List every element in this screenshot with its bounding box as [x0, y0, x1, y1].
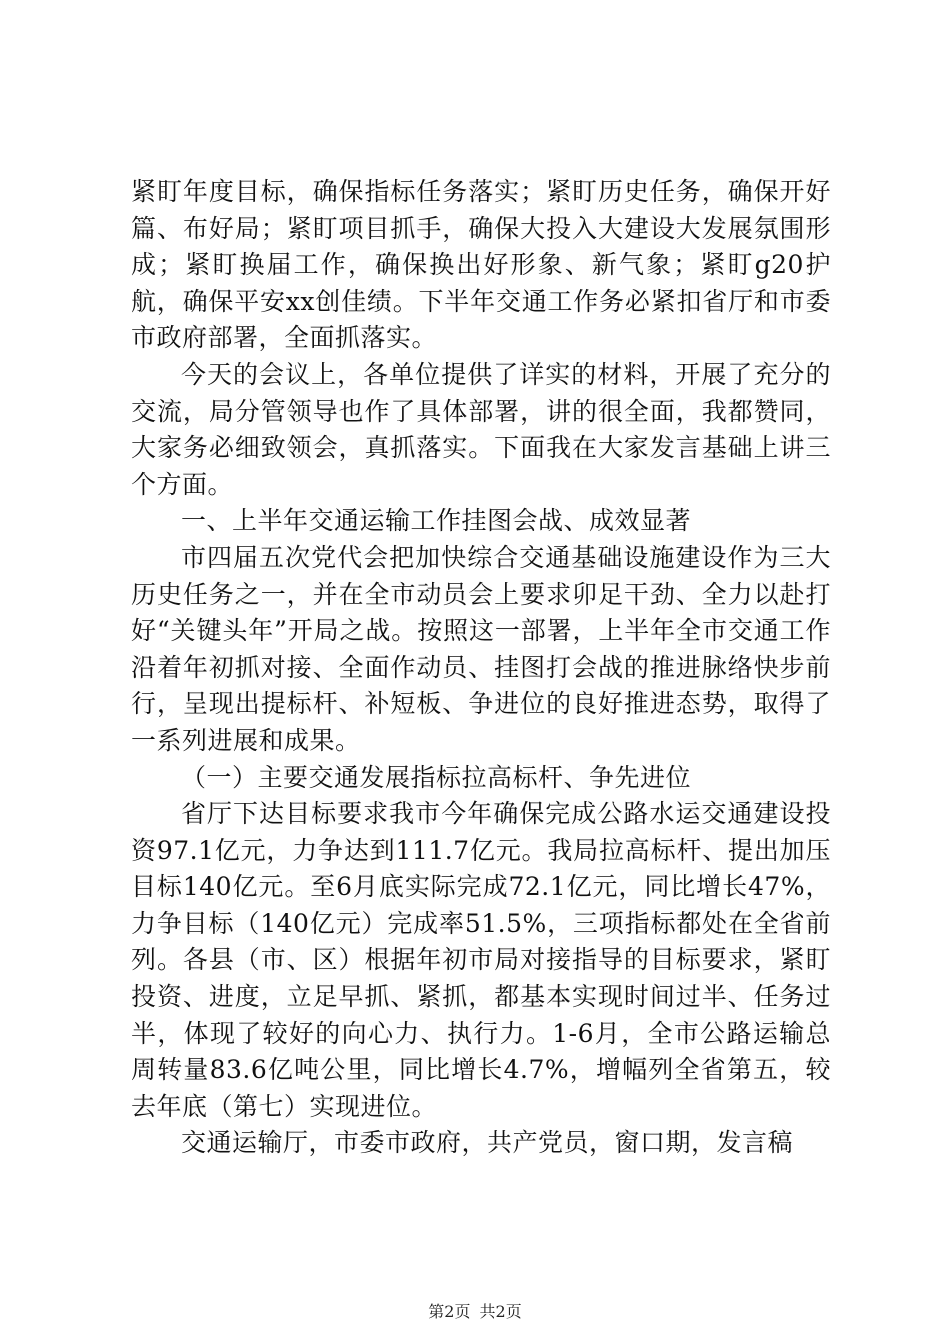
document-body — [131, 174, 831, 1162]
paragraph-investment: 省厅下达目标要求我市今年确保完成公路水运交通建设投资97.1亿元，力争达到111.7亿元。我局拉高标杆、提出加压目标140亿元。至6月底实际完成72.1亿元，同比增长47%，力争目标（140亿元）完成率51.5%，三项指标都处在全省前列。各县（市、区）根据年初市局对接指导的目标要求，紧盯投资、进度，立足早抓、紧抓，都基本实现时间过半、任务过半，体现了较好的向心力、执行力。1-6月，全市公路运输总周转量83.6亿吨公里，同比增长4.7%，增幅列全省第五，较去年底（第七）实现进位。 — [131, 799, 831, 1121]
subsection-heading-1: （一）主要交通发展指标拉高标杆、争先进位 — [181, 762, 692, 792]
paragraph-keywords: 交通运输厅，市委市政府，共产党员，窗口期，发言稿 — [181, 1128, 794, 1158]
page-total: 共2页 — [479, 1302, 522, 1321]
section-heading-1: 一、上半年交通运输工作挂图会战、成效显著 — [181, 506, 692, 536]
paragraph-congress: 市四届五次党代会把加快综合交通基础设施建设作为三大历史任务之一，并在全市动员会上要求卯足干劲、全力以赴打好“关键头年”开局之战。按照这一部署，上半年全市交通工作沿着年初抓对接、全面作动员、挂图打会战的推进脉络快步前行，呈现出提标杆、补短板、争进位的良好推进态势，取得了一系列进展和成果。 — [131, 542, 831, 755]
page-footer — [0, 1302, 950, 1322]
paragraph-meeting: 今天的会议上，各单位提供了详实的材料，开展了充分的交流，局分管领导也作了具体部署，讲的很全面，我都赞同，大家务必细致领会，真抓落实。下面我在大家发言基础上讲三个方面。 — [131, 359, 831, 499]
page-number: 第2页 — [428, 1302, 471, 1321]
paragraph-goals: 紧盯年度目标，确保指标任务落实；紧盯历史任务，确保开好篇、布好局；紧盯项目抓手，确保大投入大建设大发展氛围形成；紧盯换届工作，确保换出好形象、新气象；紧盯g20护航，确保平安xx创佳绩。下半年交通工作务必紧扣省厅和市委市政府部署，全面抓落实。 — [131, 177, 831, 353]
